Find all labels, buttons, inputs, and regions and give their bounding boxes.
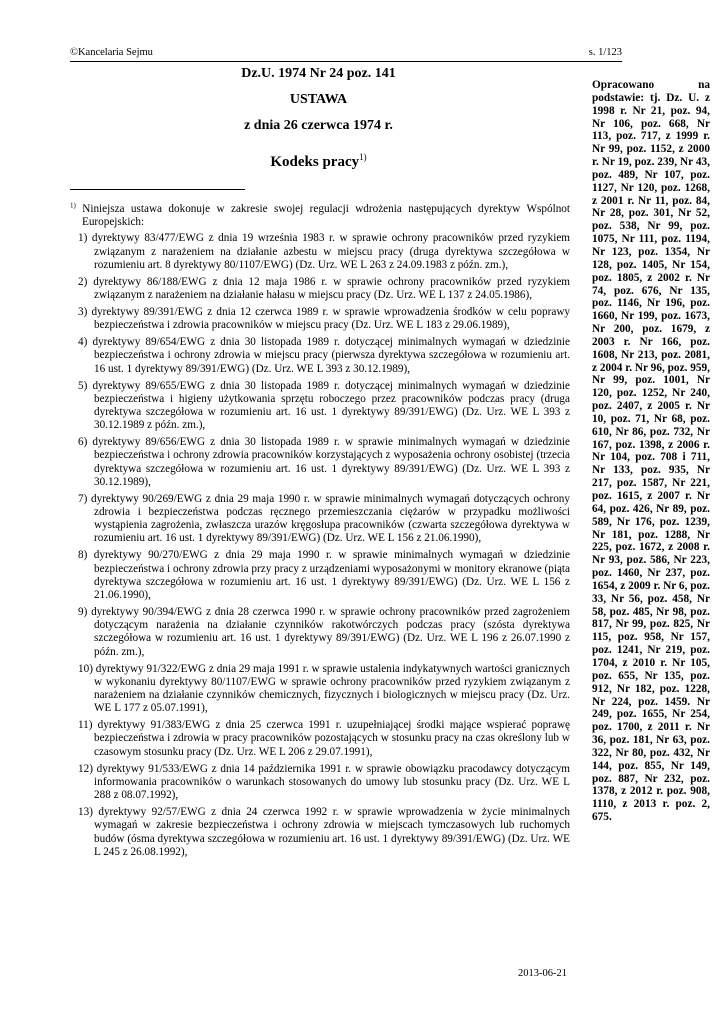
act-date: z dnia 26 czerwca 1974 r. [244,118,393,133]
footnote-ref: 1) [359,152,367,162]
directive-item: 13) dyrektywy 92/57/EWG z dnia 24 czerwca 1992 r. w sprawie wprowadzenia w życie minimalnych wymagań w zakresie bezpieczeństwa i ochrony zdrowia w miejscach tymczasowych lub ruchomych budów (ósma dyrektywa szczegółowa w rozumieniu art. 16 ust. 1 dyrektywy 89/391/EWG) (Dz. Urz. WE L 245 z 26.08.1992), [78,806,570,858]
directive-item: 4) dyrektywy 89/654/EWG z dnia 30 listopada 1989 r. dotyczącej minimalnych wymagań w dziedzinie bezpieczeństwa i ochrony zdrowia w miejscu pracy (pierwsza dyrektywa szczegółowa w rozumieniu art. 16 ust. 1 dyrektywy 89/391/EWG) (Dz. Urz. WE L 393 z 30.12.1989), [78,336,570,375]
directive-item: 7) dyrektywy 90/269/EWG z dnia 29 maja 1990 r. w sprawie minimalnych wymagań dotyczących ochrony zdrowia i bezpieczeństwa podczas ręcznego przemieszczania ciężarów w przypadku możliwości wystąpienia zagrożenia, zwłaszcza urazów kręgosłupa pracowników (czwarta szczegółowa dyrektywa w rozumieniu art. 16 ust. 1 dyrektywy 89/391/EWG) (Dz. Urz. WE L 156 z 21.06.1990), [78,492,570,545]
footnote-separator [70,189,245,190]
page-header [70,47,622,62]
directive-item: 6) dyrektywy 89/656/EWG z dnia 30 listopada 1989 r. w sprawie minimalnych wymagań w dziedzinie bezpieczeństwa i ochrony zdrowia pracowników korzystających z wyposażenia ochrony osobistej (trzecia dyrektywa szczegółowa w rozumieniu art. 16 ust. 1 dyrektywy 89/391/EWG) (Dz. Urz. WE L 393 z 30.12.1989), [78,436,570,488]
page-footer-date: 2013-06-21 [518,968,567,979]
act-title-text: Kodeks pracy [270,154,360,170]
source-note-sidebar: Opracowano na podstawie: tj. Dz. U. z 1998 r. Nr 21, poz. 94, Nr 106, poz. 668, Nr 113, poz. 717, z 1999 r. Nr 99, poz. 1152, z 2000 r. Nr 19, poz. 239, Nr 43, poz. 489, Nr 107, poz. 1127, Nr 120, poz. 1268, z 2001 r. Nr 11, poz. 84, Nr 28, poz. 301, Nr 52, poz. 538, Nr 99, poz. 1075, Nr 111, poz. 1194, Nr 123, poz. 1354, Nr 128, poz. 1405, Nr 154, poz. 1805, z 2002 r. Nr 74, poz. 676, Nr 135, poz. 1146, Nr 196, poz. 1660, Nr 199, poz. 1673, Nr 200, poz. 1679, z 2003 r. Nr 166, poz. 1608, Nr 213, poz. 2081, z 2004 r. Nr 96, poz. 959, Nr 99, poz. 1001, Nr 120, poz. 1252, Nr 240, poz. 2407, z 2005 r. Nr 10, poz. 71, Nr 68, poz. 610, Nr 86, poz. 732, Nr 167, poz. 1398, z 2006 r. Nr 104, poz. 708 i 711, Nr 133, poz. 935, Nr 217, poz. 1587, Nr 221, poz. 1615, z 2007 r. Nr 64, poz. 426, Nr 89, poz. 589, Nr 176, poz. 1239, Nr 181, poz. 1288, Nr 225, poz. 1672, z 2008 r. Nr 93, poz. 586, Nr 223, poz. 1460, Nr 237, poz. 1654, z 2009 r. Nr 6, poz. 33, Nr 56, poz. 458, Nr 58, poz. 485, Nr 98, poz. 817, Nr 99, poz. 825, Nr 115, poz. 958, Nr 157, poz. 1241, Nr 219, poz. 1704, z 2010 r. Nr 105, poz. 655, Nr 135, poz. 912, Nr 182, poz. 1228, Nr 224, poz. 1459. Nr 249, poz. 1655, Nr 254, poz. 1700, z 2011 r. Nr 36, poz. 181, Nr 63, poz. 322, Nr 80, poz. 432, Nr 144, poz. 855, Nr 149, poz. 887, Nr 232, poz. 1378, z 2012 r. poz. 908, 1110, z 2013 r. poz. 2, 675. [592,79,710,824]
header-publisher: ©Kancelaria Sejmu [70,47,153,58]
directive-item: 12) dyrektywy 91/533/EWG z dnia 14 października 1991 r. w sprawie obowiązku pracodawcy dotyczącym informowania pracowników o warunkach stosowanych do umowy lub stosunku pracy (Dz. Urz. WE L 288 z 08.07.1992), [78,762,570,802]
directive-item: 9) dyrektywy 90/394/EWG z dnia 28 czerwca 1990 r. w sprawie ochrony pracowników przed zagrożeniem dotyczącym narażenia na działanie czynników rakotwórczych podczas pracy (szósta dyrektywa szczegółowa w rozumieniu art. 16 ust. 1 dyrektywy 89/391/EWG) (Dz. Urz. WE L 196 z 26.07.1990 z późn. zm.), [78,606,570,658]
header-page-number: s. 1/123 [588,47,622,58]
act-title [70,154,567,171]
footnote-marker: 1) [70,201,76,210]
footnote [70,203,570,863]
directive-item: 11) dyrektywy 91/383/EWG z dnia 25 czerwca 1991 r. uzupełniającej środki mające wspierać poprawę bezpieczeństwa i zdrowia w pracy pracowników pozostających w stosunku pracy na czas określony lub w czasowym stosunku pracy (Dz. Urz. WE L 206 z 29.07.1991), [78,719,570,758]
directive-item: 2) dyrektywy 86/188/EWG z dnia 12 maja 1986 r. w sprawie ochrony pracowników przed ryzykiem związanym z narażeniem na działanie hałasu w miejscu pracy (Dz. Urz. WE L 137 z 24.05.1986), [78,275,570,302]
journal-reference: Dz.U. 1974 Nr 24 poz. 141 [241,66,396,81]
act-type: USTAWA [289,92,348,107]
directive-item: 3) dyrektywy 89/391/EWG z dnia 12 czerwca 1989 r. w sprawie wprowadzenia środków w celu poprawy bezpieczeństwa i zdrowia pracowników w miejscu pracy (Dz. Urz. WE L 183 z 29.06.1989), [78,306,570,332]
directive-list [70,232,570,859]
directive-item: 5) dyrektywy 89/655/EWG z dnia 30 listopada 1989 r. dotyczącej minimalnych wymagań w dziedzinie bezpieczeństwa i higieny użytkowania sprzętu roboczego przez pracowników podczas pracy (druga dyrektywa szczegółowa w rozumieniu art. 16 ust. 1 dyrektywy 89/391/EWG) (Dz. Urz. WE L 393 z 30.12.1989 z późn. zm.), [78,379,570,432]
directive-item: 1) dyrektywy 83/477/EWG z dnia 19 września 1983 r. w sprawie ochrony pracowników przed ryzykiem związanym z narażeniem na działanie azbestu w miejscu pracy (druga dyrektywa szczegółowa w rozumieniu art. 8 dyrektywy 80/1107/EWG) (Dz. Urz. WE L 263 z 24.09.1983 z późn. zm.), [78,232,570,271]
directive-item: 10) dyrektywy 91/322/EWG z dnia 29 maja 1991 r. w sprawie ustalenia indykatywnych wartości granicznych w wykonaniu dyrektywy 80/1107/EWG w sprawie ochrony pracowników przed ryzykiem związanym z narażeniem na działanie czynników chemicznych, fizycznych i biologicznych w miejscu pracy (Dz. Urz. WE L 177 z 05.07.1991), [78,662,570,715]
directive-item: 8) dyrektywy 90/270/EWG z dnia 29 maja 1990 r. w sprawie minimalnych wymagań w dziedzinie bezpieczeństwa i ochrony zdrowia przy pracy z urządzeniami wyposażonymi w monitory ekranowe (piąta dyrektywa szczegółowa w rozumieniu art. 16 ust. 1 dyrektywy 89/391/EWG) (Dz. Urz. WE L 156 z 21.06.1990), [78,549,570,602]
footnote-intro [70,203,570,229]
footnote-intro-text: Niniejsza ustawa dokonuje w zakresie swojej regulacji wdrożenia następujących dyrektyw Wspólnot Europejskich: [82,203,570,229]
